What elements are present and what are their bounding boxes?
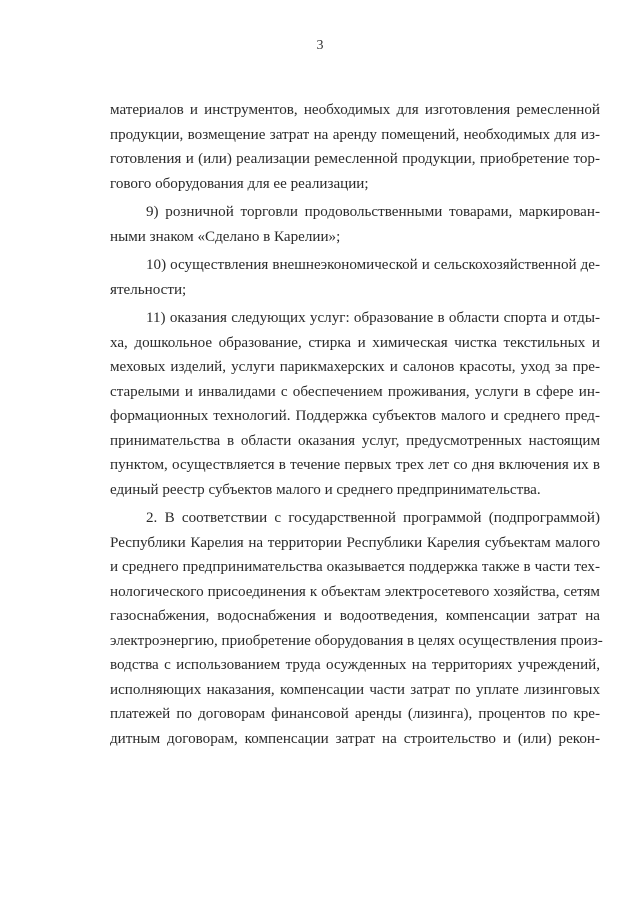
text-line: старелыми и инвалидами с обеспечением проживания, услуги в сфере ин- bbox=[110, 383, 600, 400]
paragraph-p-continued bbox=[110, 98, 600, 196]
text-line: платежей по договорам финансовой аренды (лизинга), процентов по кре- bbox=[110, 706, 600, 722]
text-line: 10) осуществления внешнеэкономической и сельскохозяйственной де- bbox=[146, 257, 600, 273]
text-line: дитным договорам, компенсации затрат на строительство и (или) рекон- bbox=[110, 730, 600, 747]
text-line: Республики Карелия на территории Республики Карелия субъектам малого bbox=[110, 534, 600, 551]
paragraph-p-section-2 bbox=[110, 506, 603, 751]
text-line: нологического присоединения к объектам электросетевого хозяйства, сетям bbox=[110, 583, 600, 600]
text-line: ными знаком «Сделано в Карелии»; bbox=[110, 228, 341, 245]
text-line: меховых изделий, услуги парикмахерских и салонов красоты, уход за пре- bbox=[110, 359, 600, 375]
text-line: материалов и инструментов, необходимых для изготовления ремесленной bbox=[110, 102, 600, 118]
paragraph-p-item-11 bbox=[110, 306, 600, 502]
text-line: 9) розничной торговли продовольственными товарами, маркирован- bbox=[146, 204, 600, 220]
text-line: 11) оказания следующих услуг: образование в области спорта и отды- bbox=[146, 310, 600, 326]
text-line: ха, дошкольное образование, стирка и химическая чистка текстильных и bbox=[110, 334, 600, 351]
text-line: пунктом, осуществляется в течение первых трех лет со дня включения их в bbox=[110, 457, 600, 473]
paragraph-p-item-10 bbox=[110, 253, 600, 302]
text-line: продукции, возмещение затрат на аренду помещений, необходимых для из- bbox=[110, 126, 600, 143]
text-line: готовления и (или) реализации ремесленной продукции, приобретение тор- bbox=[110, 151, 600, 167]
document-body bbox=[110, 98, 603, 751]
text-line: формационных технологий. Поддержка субъектов малого и среднего пред- bbox=[110, 408, 600, 424]
text-line: 2. В соответствии с государственной программой (подпрограммой) bbox=[146, 510, 600, 526]
page-number: 3 bbox=[316, 38, 324, 53]
text-line: исполняющих наказания, компенсации части затрат по уплате лизинговых bbox=[110, 681, 600, 698]
text-line: принимательства в области оказания услуг, предусмотренных настоящим bbox=[110, 432, 600, 449]
text-line: единый реестр субъектов малого и среднего предпринимательства. bbox=[110, 481, 541, 498]
text-line: электроэнергию, приобретение оборудования в целях осуществления произ- bbox=[110, 632, 603, 649]
text-line: и среднего предпринимательства оказывается поддержка также в части тех- bbox=[110, 559, 600, 575]
text-line: водства с использованием труда осужденных на территориях учреждений, bbox=[110, 657, 600, 673]
text-line: газоснабжения, водоснабжения и водоотведения, компенсации затрат на bbox=[110, 608, 600, 624]
text-line: ятельности; bbox=[110, 281, 187, 298]
paragraph-p-item-9 bbox=[110, 200, 600, 249]
text-line: гового оборудования для ее реализации; bbox=[110, 175, 369, 192]
